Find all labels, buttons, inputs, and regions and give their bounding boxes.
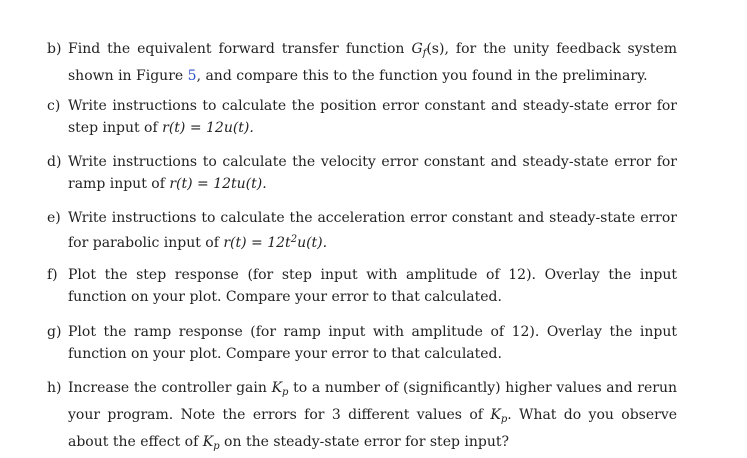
parabolic-input-formula: $r(t) = 12t^2u(t)$. bbox=[223, 234, 328, 251]
question-g-label: g) bbox=[47, 324, 62, 340]
question-f-text: Plot the step response (for step input with amplitude of 12). Overlay the input function on your plot. Compare your error to that calculated. bbox=[68, 267, 677, 305]
question-e-label: e) bbox=[47, 210, 61, 226]
question-g-text: Plot the ramp response (for ramp input with amplitude of 12). Overlay the input function on your plot. Compare your error to that calculated. bbox=[68, 324, 677, 362]
question-b bbox=[47, 38, 677, 87]
step-input-formula: r(t) = 12u(t). bbox=[162, 120, 254, 136]
question-h-text: Increase the controller gain $K_p$ to a number of (significantly) higher values and rerun your program. Note the errors for 3 different values of $K_p$. What do you observe about the effect of $K_p$ on the steady-state error for step input? bbox=[68, 380, 678, 452]
figure-link[interactable]: 5 bbox=[187, 68, 197, 84]
question-e bbox=[47, 207, 677, 254]
question-b-text: Find the equivalent forward transfer function $G_f(s)$, for the unity feedback system shown in Figure 5, and compare this to the function you found in the preliminary. bbox=[68, 41, 678, 84]
question-c bbox=[47, 95, 677, 139]
gain-symbol: $K_p$ bbox=[490, 407, 508, 425]
gain-symbol: $K_p$ bbox=[271, 380, 289, 398]
question-h-label: h) bbox=[47, 380, 62, 396]
question-d-label: d) bbox=[47, 154, 62, 170]
ramp-input-formula: r(t) = 12tu(t). bbox=[169, 176, 267, 192]
question-e-text: Write instructions to calculate the acceleration error constant and steady-state error for parabolic input of $r(t) = 12t^2u(t)$. bbox=[68, 210, 677, 251]
question-c-label: c) bbox=[47, 98, 61, 114]
question-b-label: b) bbox=[47, 41, 62, 57]
gain-symbol: $K_p$ bbox=[202, 434, 220, 452]
transfer-function-symbol: $G_f(s)$, bbox=[411, 41, 449, 59]
question-g bbox=[47, 321, 677, 365]
question-d-text: Write instructions to calculate the velocity error constant and steady-state error for ramp input of r(t) = 12tu(t). bbox=[68, 154, 677, 192]
question-f-label: f) bbox=[47, 267, 58, 283]
question-f bbox=[47, 264, 677, 308]
question-c-text: Write instructions to calculate the position error constant and steady-state error for step input of r(t) = 12u(t). bbox=[68, 98, 677, 136]
question-d bbox=[47, 151, 677, 195]
